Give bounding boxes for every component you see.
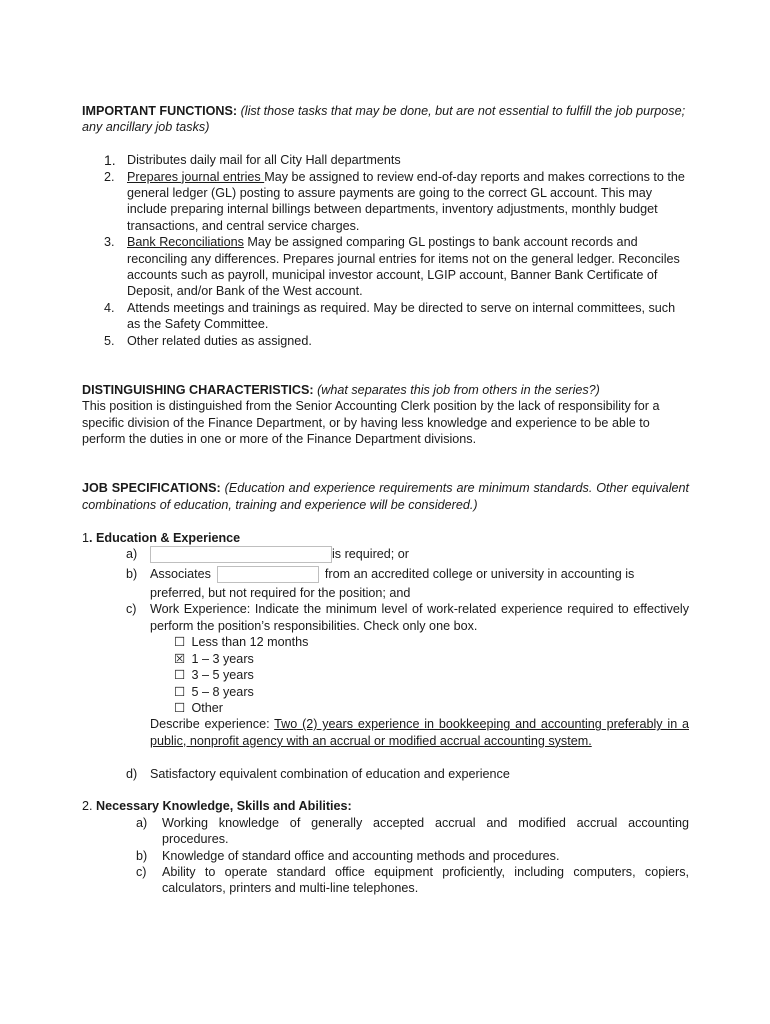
b-post-text: from an accredited college or university in accounting is <box>324 567 635 582</box>
important-functions-title: IMPORTANT FUNCTIONS: <box>82 104 238 118</box>
degree-input[interactable] <box>150 546 332 563</box>
education-option-a: a) is required; or <box>82 546 689 563</box>
ksa-item: a) Working knowledge of generally accepted accrual and modified accrual accounting procedures. <box>136 815 689 847</box>
important-functions-list <box>82 152 689 349</box>
function-item: 1. Distributes daily mail for all City Hall departments <box>104 152 401 169</box>
function-item: 2. Prepares journal entries May be assigned to review end-of-day reports and makes corrections to the general ledger (GL) posting to assure payments are going to the correct GL account. This may include preparing internal billings between departments, inventory adjustments, monthly budget transactions, and central service charges. <box>104 169 685 233</box>
function-item: 3. Bank Reconciliations May be assigned comparing GL postings to bank account records and reconciling any differences. Prepares journal entries for items not on the general ledger. Reconciles accounts such as payroll, municipal investor account, LGIP account, Banner Bank Certificate of Deposit, and/or Bank of the West account. <box>104 235 680 299</box>
experience-option[interactable]: ☐ 3 – 5 years <box>174 668 254 683</box>
describe-experience: Describe experience: Two (2) years experience in bookkeeping and accounting preferably in a public, nonprofit agency with an accrual or modified accrual accounting system. <box>150 717 689 748</box>
distinguishing-body: This position is distinguished from the Senior Accounting Clerk position by the lack of responsibility for a specific division of the Finance Department, or by having less knowledge and experience to be able to perform the duties in one or more of the Finance Department divisions. <box>82 399 660 447</box>
distinguishing-note: (what separates this job from others in the series?) <box>317 382 600 397</box>
distinguishing-title: DISTINGUISHING CHARACTERISTICS: <box>82 382 314 397</box>
associates-field-input[interactable] <box>217 566 319 583</box>
checkbox-icon[interactable]: ☐ <box>174 668 186 683</box>
experience-option[interactable]: ☐ Other <box>174 700 223 715</box>
job-specs-heading <box>82 480 689 513</box>
checkbox-icon[interactable]: ☐ <box>174 684 186 699</box>
experience-option[interactable]: ☒ 1 – 3 years <box>174 651 254 666</box>
checkbox-icon[interactable]: ☐ <box>174 700 186 715</box>
describe-experience-text[interactable]: Two (2) years experience in bookkeeping and accounting preferably in a public, nonprofit agency with an accrual or modified accrual accounting system. <box>150 717 689 748</box>
education-option-b: b) Associates from an accredited college or university in accounting is preferred, but not required for the position; and <box>82 563 689 601</box>
ksa-item: b) Knowledge of standard office and accounting methods and procedures. <box>136 848 560 863</box>
function-lead: Bank Reconciliations <box>127 235 244 250</box>
important-functions-note: (list those tasks that may be done, but are not essential to fulfill the job purpose; any ancillary job tasks) <box>82 104 686 135</box>
ksa-heading: 2. Necessary Knowledge, Skills and Abilities: <box>82 799 352 814</box>
job-specs-title: JOB SPECIFICATIONS: <box>82 481 221 496</box>
ksa-item: c) Ability to operate standard office equipment proficiently, including computers, copiers, calculators, printers and multi-line telephones. <box>136 864 689 896</box>
important-functions-heading <box>82 103 689 136</box>
education-option-d: d) Satisfactory equivalent combination of education and experience <box>126 766 510 781</box>
job-specs-note: (Education and experience requirements are minimum standards. Other equivalent combinations of education, training and experience will be considered.) <box>82 481 689 512</box>
education-heading: 1. Education & Experience <box>82 530 241 545</box>
distinguishing-heading <box>82 382 689 398</box>
function-lead: Prepares journal entries <box>127 169 265 184</box>
function-item: 4. Attends meetings and trainings as required. May be directed to serve on internal committees, such as the Safety Committee. <box>104 300 676 332</box>
function-item: 5. Other related duties as assigned. <box>104 333 312 348</box>
experience-options <box>82 634 689 716</box>
experience-option[interactable]: ☐ Less than 12 months <box>174 635 309 650</box>
education-option-c: c) Work Experience: Indicate the minimum level of work-related experience required to effectively perform the position’s responsibilities. Check only one box. <box>126 602 689 633</box>
checkbox-checked-icon[interactable]: ☒ <box>174 651 186 666</box>
checkbox-icon[interactable]: ☐ <box>174 635 186 650</box>
document-page <box>82 103 689 897</box>
experience-option[interactable]: ☐ 5 – 8 years <box>174 684 254 699</box>
